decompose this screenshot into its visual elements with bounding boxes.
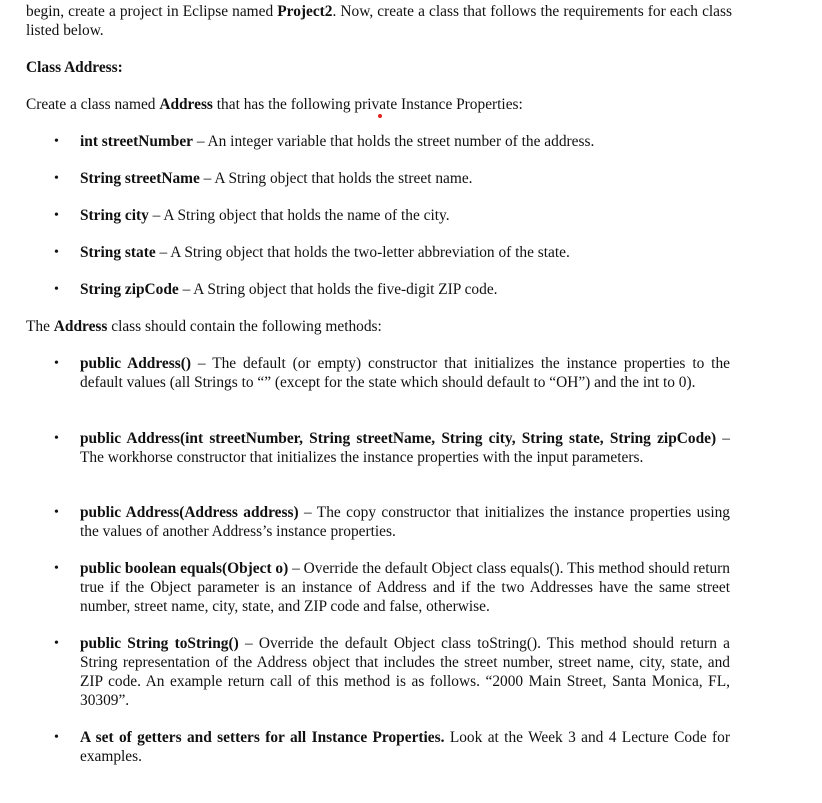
methods-intro-paragraph: [26, 317, 732, 336]
bullet-icon: •: [54, 356, 59, 371]
method-item: [54, 559, 730, 616]
bullet-icon: •: [54, 636, 59, 651]
property-item: [54, 243, 730, 262]
property-item: [54, 280, 730, 299]
methods-class-name: Address: [53, 318, 108, 335]
property-desc: – An integer variable that holds the street number of the address.: [192, 133, 595, 150]
bullet-icon: •: [54, 245, 59, 260]
property-code: String zipCode: [80, 281, 179, 298]
class-intro-paragraph: [26, 95, 732, 114]
section-heading: Class Address:: [26, 59, 123, 76]
property-item: [54, 206, 730, 225]
class-intro-text-2: that has the following private Instance Properties:: [212, 96, 523, 113]
property-code: int streetNumber: [80, 133, 193, 150]
intro-paragraph: [26, 2, 732, 40]
method-desc: – The default (or empty) constructor that initializes the instance properties to the default values (all Strings to “” (except for the state which should default to “OH”) and the int to 0).: [80, 355, 730, 391]
property-desc: – A String object that holds the five-digit ZIP code.: [178, 281, 498, 298]
method-desc: Look at the Week 3 and 4 Lecture Code for examples.: [80, 729, 730, 765]
class-name: Address: [159, 96, 213, 113]
property-code: String state: [80, 244, 156, 261]
method-signature: public Address(): [80, 355, 191, 372]
method-signature: public Address(int streetNumber, String streetName, String city, String state, String zipCode): [80, 430, 717, 447]
methods-intro-text-2: class should contain the following methods:: [107, 318, 382, 335]
method-item: [54, 634, 730, 710]
method-desc: – Override the default Object class equals(). This method should return true if the Object parameter is an instance of Address and if the two Addresses have the same street number, street name, city, state, and ZIP code and false, otherwise.: [80, 560, 730, 615]
method-item: [54, 429, 730, 467]
class-intro-text-1: Create a class named: [26, 96, 160, 113]
method-desc: – The copy constructor that initializes the instance properties using the values of another Address’s instance properties.: [80, 504, 730, 540]
method-item: [54, 354, 730, 392]
bullet-icon: •: [54, 134, 59, 149]
property-code: String streetName: [80, 170, 200, 187]
property-item: [54, 169, 730, 188]
bullet-icon: •: [54, 282, 59, 297]
bullet-icon: •: [54, 171, 59, 186]
bullet-icon: •: [54, 730, 59, 745]
cursor-marker-dot: [378, 114, 382, 118]
method-item: [54, 728, 730, 766]
bullet-icon: •: [54, 208, 59, 223]
bullet-icon: •: [54, 561, 59, 576]
method-signature: A set of getters and setters for all Instance Properties.: [80, 729, 445, 746]
bullet-icon: •: [54, 431, 59, 446]
bullet-icon: •: [54, 505, 59, 520]
property-desc: – A String object that holds the two-letter abbreviation of the state.: [155, 244, 570, 261]
project-name: Project2: [277, 3, 333, 20]
method-item: [54, 503, 730, 541]
property-desc: – A String object that holds the name of the city.: [148, 207, 450, 224]
property-code: String city: [80, 207, 149, 224]
method-signature: public Address(Address address): [80, 504, 299, 521]
property-desc: – A String object that holds the street name.: [199, 170, 473, 187]
method-desc: – The workhorse constructor that initializes the instance properties with the input parameters.: [80, 430, 730, 466]
property-item: [54, 132, 730, 151]
method-signature: public String toString(): [80, 635, 239, 652]
method-desc: – Override the default Object class toString(). This method should return a String representation of the Address object that includes the street number, street name, city, state, and ZIP code. An example return call of this method is as follows. “2000 Main Street, Santa Monica, FL, 30309”.: [80, 635, 730, 709]
intro-text-2: . Now, create a class that follows the requirements for each class listed below.: [26, 3, 732, 39]
intro-text-1: begin, create a project in Eclipse named: [26, 3, 278, 20]
method-signature: public boolean equals(Object o): [80, 560, 289, 577]
methods-intro-text-1: The: [26, 318, 54, 335]
